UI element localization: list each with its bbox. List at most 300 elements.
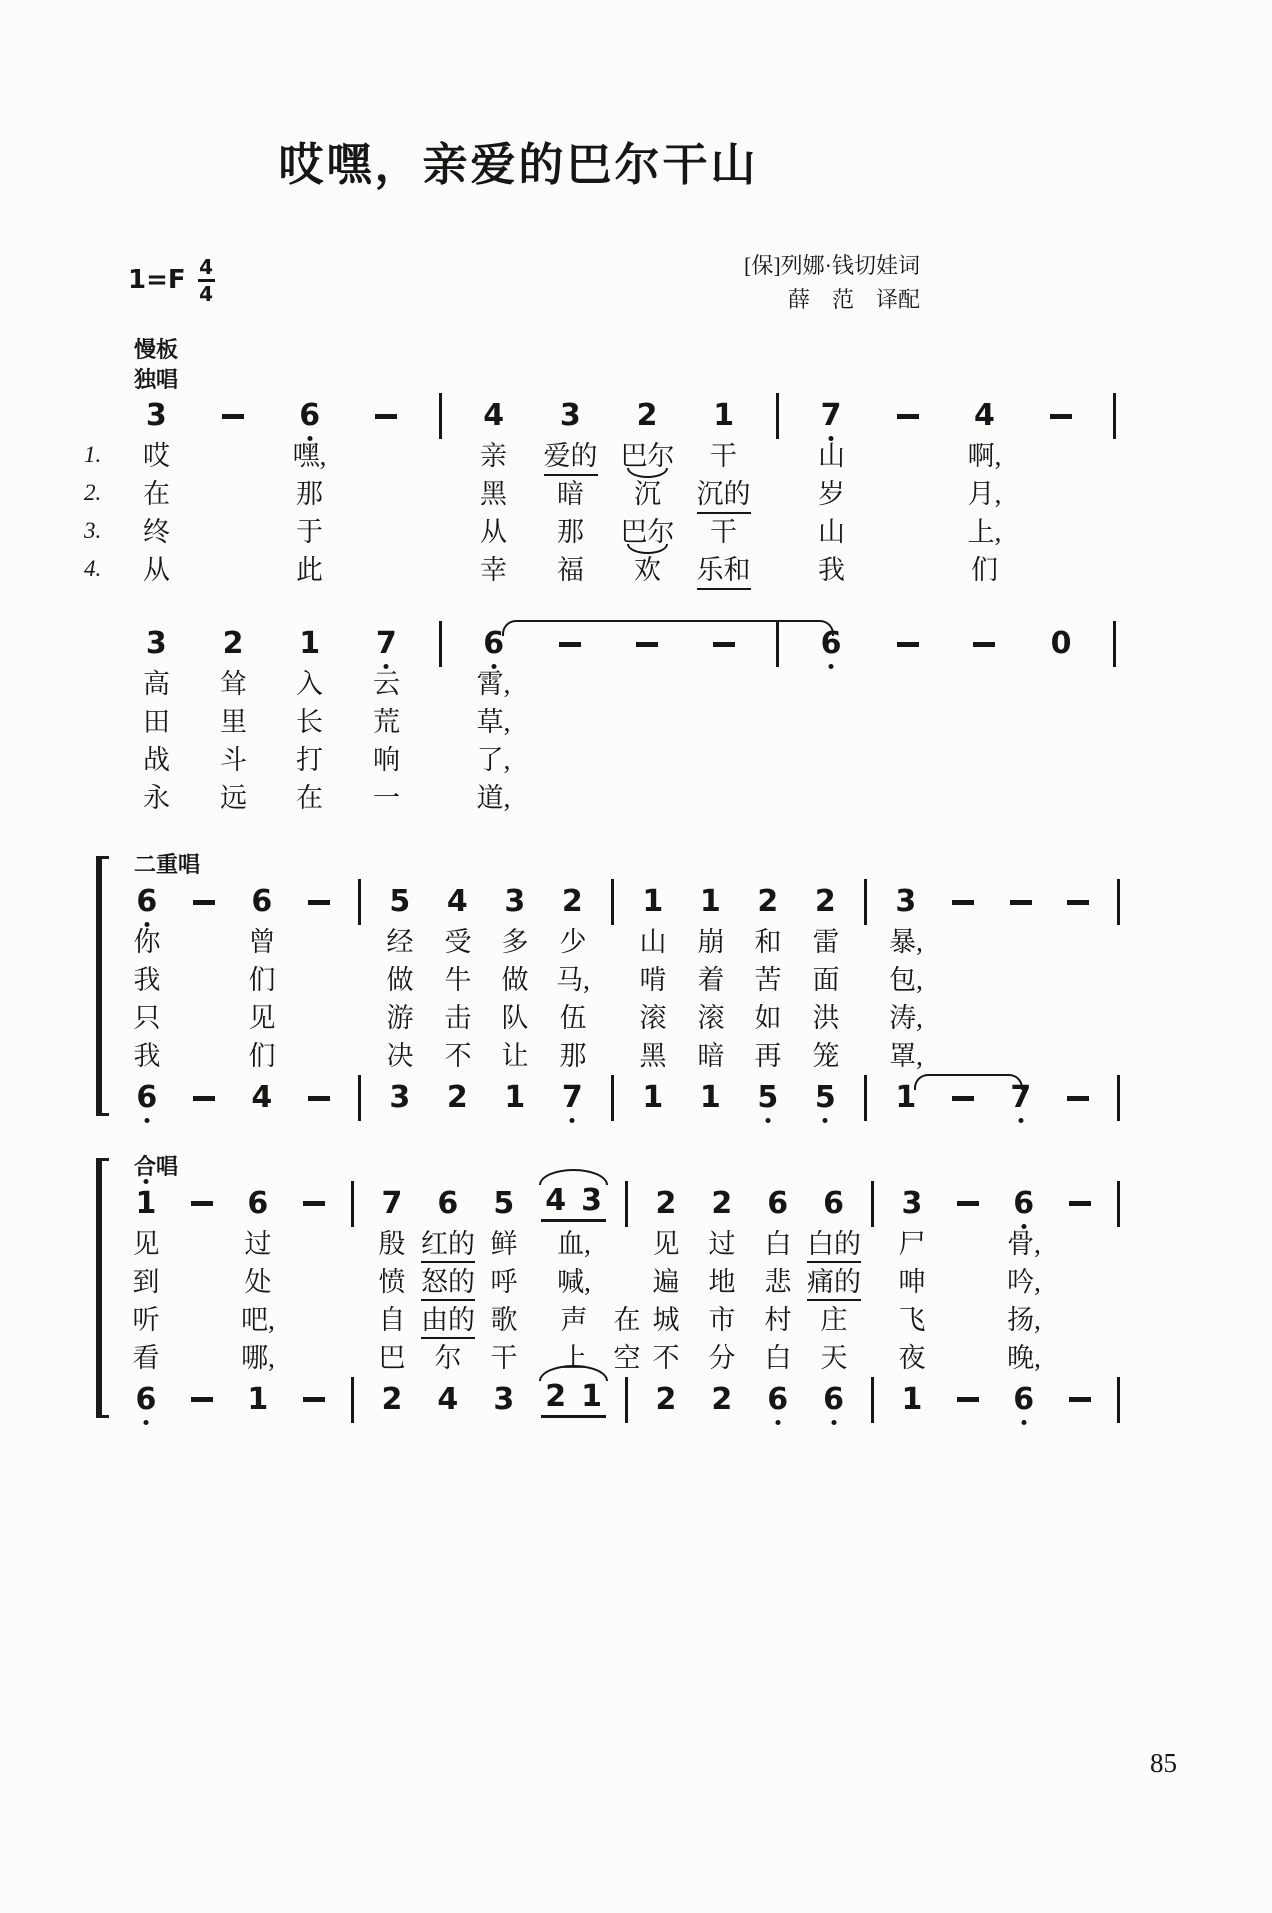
lyric-row (118, 742, 1130, 780)
lyric-syllable: 我 (133, 965, 161, 996)
lyric-syllable: 远 (220, 783, 247, 814)
lyric-syllable: 巴尔 (620, 441, 675, 472)
barline-mark (611, 1075, 614, 1121)
lyric-syllable: 村 (764, 1304, 792, 1335)
lyric-syllable: 见 (652, 1228, 680, 1259)
dash-mark (1069, 1397, 1091, 1402)
music-line (118, 1076, 1130, 1120)
lyric-syllable: 田 (143, 707, 170, 738)
lyric-row (118, 962, 1130, 1000)
note-token (195, 626, 272, 662)
dash-mark (897, 642, 919, 647)
lyric-syllable: 爱的 (544, 440, 598, 475)
note: 5 (757, 1080, 779, 1116)
verse-number: 3. (84, 518, 102, 544)
note-token (364, 1381, 420, 1417)
duration-dash (940, 1397, 996, 1402)
lyric-syllable: 你 (133, 927, 161, 958)
note: 1 (699, 884, 721, 920)
barline (1107, 879, 1130, 925)
lyric-syllable: 暗 (557, 479, 584, 510)
note: 1 (504, 1080, 526, 1116)
duration-dash (685, 642, 762, 647)
lyric-syllable: 喊, (557, 1266, 591, 1297)
barline-mark (1117, 1075, 1120, 1121)
barline (854, 879, 877, 925)
lyric-syllable: 高 (143, 669, 170, 700)
lyric-syllable: 尔 (434, 1342, 462, 1373)
note: 5 (389, 884, 411, 920)
lyric-syllable: 红的 (421, 1228, 475, 1263)
rest-note (1023, 626, 1100, 662)
lyric-row (118, 1340, 1130, 1378)
lyric-syllable: 受 (444, 927, 472, 958)
lyric-row (84, 438, 1130, 476)
lyric-row (118, 780, 1130, 818)
barline (854, 1075, 877, 1121)
lyric-syllable: 白的 (807, 1228, 861, 1263)
lyric-syllable: 尸 (898, 1228, 926, 1259)
note-token (118, 884, 176, 920)
lyric-syllable: 巴尔 (620, 517, 675, 548)
lyric-syllable: 于 (296, 517, 323, 548)
barline-mark (439, 393, 442, 439)
lyric-syllable: 巴 (378, 1342, 406, 1373)
dash-mark (303, 1397, 325, 1402)
lyric-syllable: 着 (697, 965, 725, 996)
note: 2 (561, 884, 583, 920)
note: 4 (545, 1182, 567, 1218)
barline (1099, 621, 1130, 667)
lyric-syllable: 们 (248, 965, 276, 996)
lyric-syllable: 庄 (820, 1304, 848, 1335)
duration-dash (1052, 1397, 1108, 1402)
barline-mark (871, 1377, 874, 1423)
lyric-syllable: 永 (143, 783, 170, 814)
barline-mark (439, 621, 442, 667)
lyric-syllable: 嘿, (292, 441, 327, 472)
note-token (364, 1185, 420, 1221)
note: 6 (247, 1185, 269, 1221)
music-line (118, 1182, 1130, 1226)
note: 1 (642, 1080, 664, 1116)
lyric-syllable: 苦 (754, 965, 782, 996)
duration-dash (935, 1096, 993, 1101)
dash-mark (375, 414, 397, 419)
note: 1 (299, 626, 321, 662)
note: 2 (545, 1378, 567, 1414)
note: 2 (655, 1381, 677, 1417)
note: 1 (642, 884, 664, 920)
barline-mark (351, 1181, 354, 1227)
duration-dash (609, 642, 686, 647)
lyric-syllable: 沉 (634, 479, 661, 510)
note-token (682, 1080, 740, 1116)
barline (601, 1075, 624, 1121)
note: 5 (493, 1185, 515, 1221)
lyric-syllable: 山 (818, 441, 845, 472)
duration-dash (291, 900, 349, 905)
translator-credit: 薛 范 译配 (787, 287, 920, 313)
dash-mark (952, 1096, 974, 1101)
note-token (877, 884, 935, 920)
credits (744, 249, 920, 317)
lyric-syllable: 山 (639, 927, 667, 958)
barline (348, 879, 371, 925)
note: 1 (247, 1381, 269, 1417)
note: 2 (381, 1381, 403, 1417)
lyric-row (118, 1264, 1130, 1302)
dash-mark (897, 414, 919, 419)
duration-dash (174, 1397, 230, 1402)
lyric-syllable: 战 (143, 745, 170, 776)
dash-mark (191, 1397, 213, 1402)
barline-mark (351, 1377, 354, 1423)
lyric-syllable: 见 (248, 1003, 276, 1034)
note: 6 (136, 1080, 158, 1116)
lyric-syllable: 那 (557, 517, 584, 548)
note: 2 (711, 1185, 733, 1221)
lyric-syllable: 再 (754, 1041, 782, 1072)
music-line (118, 1378, 1130, 1422)
lyric-syllable: 草, (476, 707, 511, 738)
duration-dash (174, 1201, 230, 1206)
lyric-syllable: 上, (967, 517, 1002, 548)
note-token (118, 398, 195, 434)
score-system (118, 622, 1130, 818)
lyric-syllable: 滚 (639, 1003, 667, 1034)
note: 6 (1013, 1185, 1035, 1221)
barline-mark (864, 1075, 867, 1121)
lyric-syllable: 悲 (764, 1266, 792, 1297)
lyric-syllable: 此 (296, 555, 323, 586)
note-token (806, 1381, 862, 1417)
lyric-syllable: 哪, (241, 1342, 275, 1373)
lyric-syllable: 幸 (480, 555, 507, 586)
duration-dash (348, 414, 425, 419)
dash-mark (222, 414, 244, 419)
lyric-syllable: 白 (764, 1342, 792, 1373)
barline (1099, 393, 1130, 439)
key-signature (128, 257, 215, 304)
lyric-syllable: 啃 (639, 965, 667, 996)
note: 2 (655, 1185, 677, 1221)
lyric-syllable: 一 (373, 783, 400, 814)
note: 4 (446, 884, 468, 920)
note-token (420, 1381, 476, 1417)
lyric-syllable: 罩, (889, 1041, 923, 1072)
note: 0 (1050, 626, 1072, 662)
page-number: 85 (1150, 1748, 1177, 1778)
lyric-syllable: 终 (143, 517, 170, 548)
lyric-syllable: 欢 (634, 555, 661, 586)
lyric-syllable: 月, (967, 479, 1002, 510)
score-system (118, 1152, 1130, 1422)
lyric-syllable: 分 (708, 1342, 736, 1373)
barline (862, 1181, 884, 1227)
lyric-syllable: 晚, (1007, 1342, 1041, 1373)
dash-mark (308, 1096, 330, 1101)
note-token (682, 884, 740, 920)
lyric-syllable: 愤 (378, 1266, 406, 1297)
section-label: 独唱 (134, 366, 179, 392)
lyric-syllable: 马, (556, 965, 590, 996)
score-system (84, 335, 1130, 590)
note-token (544, 1080, 602, 1116)
lyric-syllable: 由的 (421, 1304, 475, 1339)
lyric-syllable: 啊, (967, 441, 1002, 472)
barline (425, 621, 456, 667)
music-line (118, 622, 1130, 666)
note-token (118, 626, 195, 662)
lyric-syllable: 地 (708, 1266, 736, 1297)
duration-dash (992, 900, 1050, 905)
note: 3 (581, 1182, 603, 1218)
lyric-syllable: 霄, (476, 669, 511, 700)
duration-dash (1023, 414, 1100, 419)
lyric-syllable: 斗 (220, 745, 247, 776)
note: 5 (814, 1080, 836, 1116)
barline (342, 1377, 364, 1423)
lyric-syllable: 处 (244, 1266, 272, 1297)
note: 1 (699, 1080, 721, 1116)
dash-mark (952, 900, 974, 905)
dash-mark (303, 1201, 325, 1206)
barline (601, 879, 624, 925)
lyric-syllable: 滚 (697, 1003, 725, 1034)
note-token (884, 1381, 940, 1417)
lyric-syllable: 云 (373, 669, 400, 700)
lyric-syllable: 不 (444, 1041, 472, 1072)
note: 1 (713, 398, 735, 434)
lyric-syllable: 笼 (812, 1041, 840, 1072)
note: 2 (814, 884, 836, 920)
note-token (233, 1080, 291, 1116)
note-token (118, 1080, 176, 1116)
lyric-syllable: 血, (557, 1228, 591, 1259)
note: 4 (483, 398, 505, 434)
lyric-syllable: 过 (244, 1228, 272, 1259)
lyric-syllable: 响 (373, 745, 400, 776)
lyric-syllable: 遍 (652, 1266, 680, 1297)
lyric-syllable: 道, (476, 783, 511, 814)
duration-dash (869, 642, 946, 647)
note: 3 (389, 1080, 411, 1116)
note: 1 (581, 1378, 603, 1414)
note-token (271, 398, 348, 434)
note-token (996, 1381, 1052, 1417)
score (0, 335, 1272, 1422)
lyric-syllable: 里 (220, 707, 247, 738)
note: 7 (820, 398, 842, 434)
barline-mark (611, 879, 614, 925)
lyric-syllable: 呻 (898, 1266, 926, 1297)
note: 6 (767, 1185, 789, 1221)
lyric-syllable: 痛的 (807, 1266, 861, 1301)
lyric-syllable: 曾 (248, 927, 276, 958)
lyric-syllable: 声 (560, 1304, 588, 1335)
barline-mark (1117, 1181, 1120, 1227)
lyric-syllable: 到 (132, 1266, 160, 1297)
note-token (486, 1080, 544, 1116)
duration-dash (946, 642, 1023, 647)
note: 2 (636, 398, 658, 434)
section-label: 慢板 (134, 337, 179, 362)
barline (862, 1377, 884, 1423)
barline (342, 1181, 364, 1227)
tie-arc (502, 620, 834, 636)
lyric-syllable: 耸 (220, 669, 247, 700)
note: 3 (145, 398, 167, 434)
lyric-syllable: 空 (613, 1342, 641, 1373)
note-token (739, 884, 797, 920)
note-token (233, 884, 291, 920)
note-token (946, 398, 1023, 434)
lyric-syllable: 游 (386, 1003, 414, 1034)
note-token (532, 398, 609, 434)
note-token (476, 1185, 532, 1221)
lyric-syllable: 殷 (378, 1228, 406, 1259)
lyric-row (84, 552, 1130, 590)
note-token (806, 1185, 862, 1221)
lyric-syllable: 在 (613, 1304, 641, 1335)
note-token (694, 1381, 750, 1417)
lyric-row (84, 476, 1130, 514)
note: 6 (251, 884, 273, 920)
beam (541, 1378, 606, 1418)
note: 3 (145, 626, 167, 662)
beam (541, 1182, 606, 1222)
lyric-syllable: 吧, (241, 1304, 275, 1335)
lyric-syllable: 包, (889, 965, 923, 996)
lyric-syllable: 那 (559, 1041, 587, 1072)
lyric-row (118, 1038, 1130, 1076)
barline (762, 393, 793, 439)
note-token (694, 1185, 750, 1221)
barline-mark (864, 879, 867, 925)
lyric-syllable: 夜 (898, 1342, 926, 1373)
note-token (118, 1381, 174, 1417)
barline-mark (625, 1181, 628, 1227)
lyric-syllable: 决 (386, 1041, 414, 1072)
note: 7 (561, 1080, 583, 1116)
note-token (884, 1185, 940, 1221)
verse-number: 2. (84, 480, 102, 506)
lyric-syllable: 们 (248, 1041, 276, 1072)
lyric-syllable: 入 (296, 669, 323, 700)
lyric-syllable: 白 (764, 1228, 792, 1259)
verse-number: 1. (84, 442, 102, 468)
lyric-syllable: 如 (754, 1003, 782, 1034)
note: 6 (437, 1185, 459, 1221)
lyric-row (118, 1302, 1130, 1340)
music-line (118, 880, 1130, 924)
note: 1 (901, 1381, 923, 1417)
lyric-syllable: 荒 (373, 707, 400, 738)
lyric-row (118, 1226, 1130, 1264)
note-token (750, 1185, 806, 1221)
note: 6 (1013, 1381, 1035, 1417)
note-token (624, 1080, 682, 1116)
note-token (429, 1080, 487, 1116)
barline (1108, 1377, 1130, 1423)
lyric-syllable: 扬, (1007, 1304, 1041, 1335)
note: 3 (504, 884, 526, 920)
time-signature-numerator: 4 (199, 255, 214, 279)
barline-mark (1113, 621, 1116, 667)
note-token (371, 884, 429, 920)
note-token (420, 1185, 476, 1221)
lyric-syllable: 雷 (812, 927, 840, 958)
lyric-syllable: 自 (378, 1304, 406, 1335)
duration-dash (195, 414, 272, 419)
barline-mark (358, 1075, 361, 1121)
duration-dash (286, 1201, 342, 1206)
lyric-syllable: 山 (818, 517, 845, 548)
lyric-syllable: 乐和 (697, 554, 751, 589)
lyric-syllable: 击 (444, 1003, 472, 1034)
lyric-syllable: 看 (132, 1342, 160, 1373)
lyric-syllable: 只 (133, 1003, 161, 1034)
lyric-syllable: 岁 (818, 479, 845, 510)
lyric-row (118, 704, 1130, 742)
lyric-syllable: 从 (143, 555, 170, 586)
barline (616, 1181, 638, 1227)
note: 4 (251, 1080, 273, 1116)
lyric-syllable: 不 (652, 1342, 680, 1373)
dash-mark (957, 1201, 979, 1206)
lyric-syllable: 歌 (490, 1304, 518, 1335)
duration-dash (532, 642, 609, 647)
dash-mark (713, 642, 735, 647)
duration-dash (869, 414, 946, 419)
lyric-syllable: 在 (296, 783, 323, 814)
lyric-syllable: 少 (559, 927, 587, 958)
note: 7 (375, 626, 397, 662)
dash-mark (308, 900, 330, 905)
lyric-syllable: 黑 (480, 479, 507, 510)
lyric-syllable: 听 (132, 1304, 160, 1335)
music-line (118, 394, 1130, 438)
barline-mark (871, 1181, 874, 1227)
lyric-syllable: 打 (296, 745, 323, 776)
note-token (486, 884, 544, 920)
duration-dash (286, 1397, 342, 1402)
note: 2 (757, 884, 779, 920)
note: 2 (222, 626, 244, 662)
lyric-syllable: 怒的 (421, 1266, 475, 1301)
lyric-syllable: 哎 (143, 441, 170, 472)
time-signature (198, 257, 215, 304)
lyric-syllable: 天 (820, 1342, 848, 1373)
lyric-syllable: 崩 (697, 927, 725, 958)
note: 3 (493, 1381, 515, 1417)
lyric-row (118, 924, 1130, 962)
time-signature-denominator: 4 (199, 281, 214, 306)
note: 6 (483, 626, 505, 662)
lyric-syllable: 多 (501, 927, 529, 958)
note-token (996, 1185, 1052, 1221)
lyric-syllable: 市 (708, 1304, 736, 1335)
duration-dash (291, 1096, 349, 1101)
note: 2 (711, 1381, 733, 1417)
lyric-syllable: 过 (708, 1228, 736, 1259)
lyric-syllable: 吟, (1007, 1266, 1041, 1297)
dash-mark (973, 642, 995, 647)
barline (1107, 1075, 1130, 1121)
note-token (739, 1080, 797, 1116)
dash-mark (559, 642, 581, 647)
